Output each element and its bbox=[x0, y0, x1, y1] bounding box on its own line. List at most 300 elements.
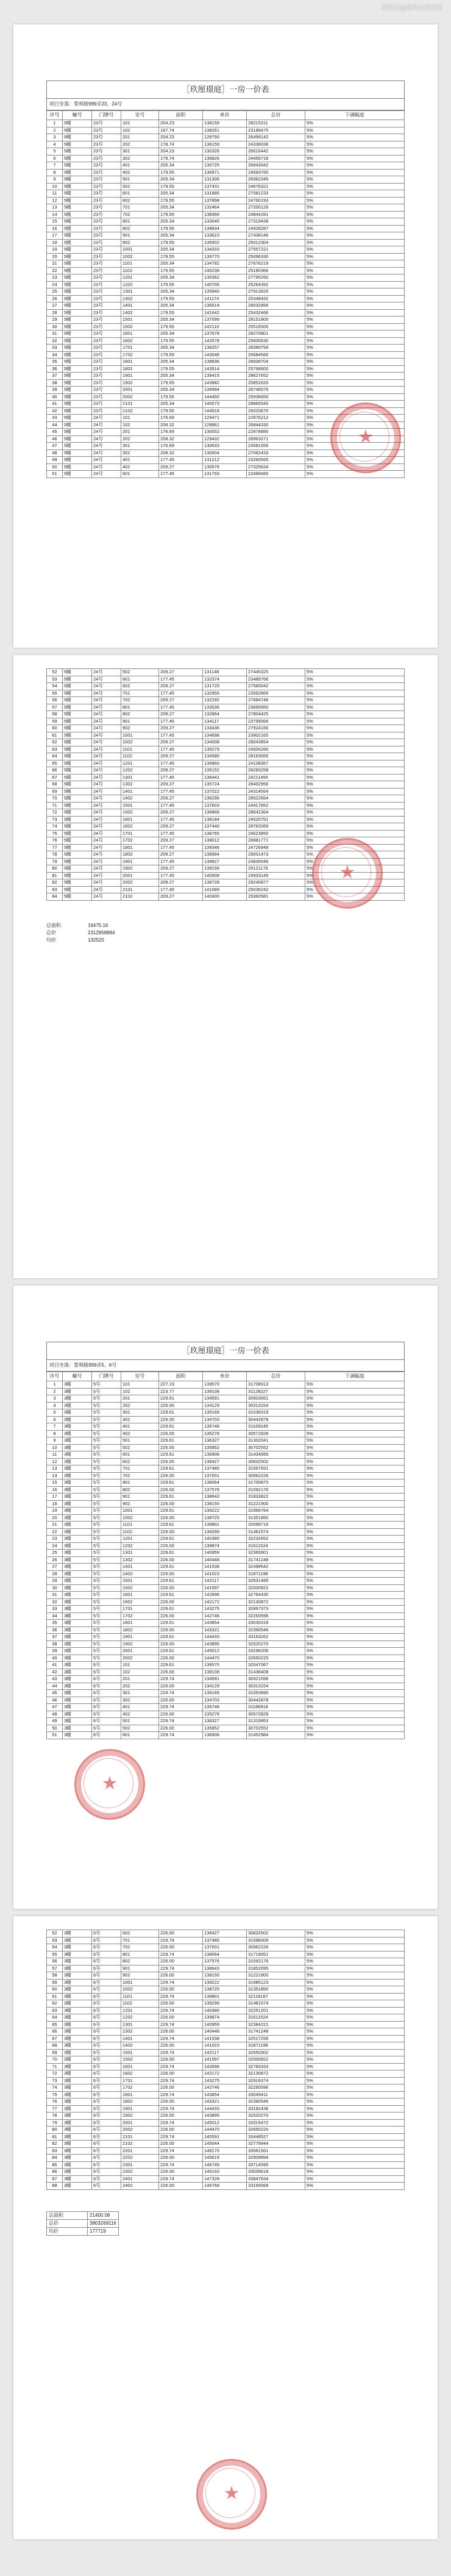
table-cell: 1501 bbox=[121, 317, 159, 324]
table-cell: 22876212 bbox=[247, 415, 305, 422]
table-cell: 5% bbox=[305, 2105, 405, 2113]
table-cell: 3幢 bbox=[63, 2014, 92, 2022]
table-cell: 131212 bbox=[203, 457, 247, 464]
table-cell: 142117 bbox=[203, 1578, 247, 1585]
table-cell: 177.45 bbox=[159, 457, 203, 464]
table-cell: 3幢 bbox=[63, 2070, 92, 2078]
table-cell: 178.74 bbox=[159, 155, 203, 162]
table-cell: 5% bbox=[305, 1690, 405, 1697]
table-cell: 5幢 bbox=[63, 711, 92, 718]
table-cell: 139302 bbox=[203, 239, 247, 246]
table-cell: 134591 bbox=[203, 1395, 247, 1403]
table-cell: 229.61 bbox=[159, 1634, 203, 1641]
table-cell: 5幢 bbox=[63, 788, 92, 795]
table-cell: 5% bbox=[305, 2155, 405, 2162]
table-cell: 5幢 bbox=[63, 872, 92, 879]
table-cell: 88 bbox=[47, 2183, 63, 2190]
table-cell: 5幢 bbox=[63, 323, 92, 331]
table-cell: 6号 bbox=[92, 1662, 121, 1669]
table-cell: 131306 bbox=[203, 176, 247, 184]
table-cell: 5幢 bbox=[63, 351, 92, 359]
table-cell: 32498542 bbox=[247, 1564, 305, 1571]
table-cell: 5 bbox=[47, 148, 63, 156]
table-cell: 132864 bbox=[203, 711, 247, 718]
table-cell: 229.61 bbox=[159, 1465, 203, 1473]
table-row bbox=[47, 704, 405, 711]
table-cell: 144450 bbox=[203, 393, 247, 401]
table-cell: 146193 bbox=[203, 2169, 247, 2176]
table-cell: 5% bbox=[305, 218, 405, 226]
table-cell: 5幢 bbox=[63, 449, 92, 457]
table-cell: 5幢 bbox=[63, 359, 92, 366]
table-cell: 24号 bbox=[92, 697, 121, 704]
table-cell: 32260596 bbox=[247, 2084, 305, 2092]
table-cell: 41 bbox=[47, 1662, 63, 1669]
table-cell: 142696 bbox=[203, 2063, 247, 2070]
table-cell: 601 bbox=[121, 1451, 159, 1459]
table-cell: 3幢 bbox=[63, 2021, 92, 2028]
table-cell: 131720 bbox=[203, 683, 247, 690]
table-cell: 226.00 bbox=[159, 1500, 203, 1508]
table-cell: 1102 bbox=[121, 2000, 159, 2008]
document-page bbox=[13, 24, 438, 648]
table-cell: 135852 bbox=[203, 1725, 247, 1732]
table-cell: 208.32 bbox=[159, 421, 203, 429]
table-cell: 24726948 bbox=[247, 844, 305, 851]
table-cell: 3幢 bbox=[63, 1972, 92, 1980]
table-cell: 5幢 bbox=[63, 155, 92, 162]
table-cell: 5幢 bbox=[63, 893, 92, 901]
table-cell: 39 bbox=[47, 387, 63, 394]
table-cell: 32520270 bbox=[247, 2113, 305, 2120]
table-cell: 1701 bbox=[121, 2077, 159, 2084]
column-header: 室号 bbox=[121, 1372, 159, 1381]
table-cell: 5幢 bbox=[63, 365, 92, 373]
table-cell: 30572828 bbox=[247, 1711, 305, 1718]
table-cell: 205.34 bbox=[159, 331, 203, 338]
table-cell: 226.00 bbox=[159, 1416, 203, 1423]
table-cell: 23号 bbox=[92, 176, 121, 184]
table-cell: 5% bbox=[305, 253, 405, 260]
table-cell: 139801 bbox=[203, 1522, 247, 1529]
project-location: 项目坐落：誓师路999弄23、24号 bbox=[46, 99, 405, 110]
table-cell: 209.27 bbox=[159, 669, 203, 676]
table-cell: 139156 bbox=[203, 865, 247, 873]
table-cell: 83 bbox=[47, 886, 63, 893]
table-cell: 135362 bbox=[203, 274, 247, 282]
table-row bbox=[47, 1669, 405, 1676]
table-cell: 5% bbox=[305, 1536, 405, 1543]
table-cell: 226.00 bbox=[159, 1626, 203, 1634]
table-row bbox=[47, 1944, 405, 1952]
table-cell: 3幢 bbox=[63, 1536, 92, 1543]
table-cell: 202 bbox=[121, 435, 159, 443]
table-cell: 5% bbox=[305, 2127, 405, 2134]
table-cell: 5幢 bbox=[63, 760, 92, 767]
table-cell: 31966764 bbox=[247, 1508, 305, 1515]
table-cell: 1702 bbox=[121, 351, 159, 359]
table-cell: 12 bbox=[47, 1458, 63, 1465]
table-cell: 32631485 bbox=[247, 1578, 305, 1585]
table-cell: 5% bbox=[305, 1626, 405, 1634]
table-cell: 5% bbox=[305, 1451, 405, 1459]
table-cell: 60 bbox=[47, 725, 63, 732]
table-cell: 5% bbox=[305, 190, 405, 198]
table-cell: 5% bbox=[305, 690, 405, 697]
table-cell: 1501 bbox=[121, 1578, 159, 1585]
table-cell: 16 bbox=[47, 225, 63, 232]
table-row bbox=[47, 760, 405, 767]
table-row bbox=[47, 302, 405, 310]
table-cell: 5幢 bbox=[63, 683, 92, 690]
table-cell: 226.00 bbox=[159, 2155, 203, 2162]
table-cell: 84 bbox=[47, 2155, 63, 2162]
table-cell: 5% bbox=[305, 830, 405, 837]
table-cell: 177.45 bbox=[159, 760, 203, 767]
table-cell: 25036242 bbox=[247, 886, 305, 893]
table-cell: 142172 bbox=[203, 1598, 247, 1606]
table-cell: 31 bbox=[47, 331, 63, 338]
table-cell: 5% bbox=[305, 1423, 405, 1431]
table-cell: 23号 bbox=[92, 260, 121, 268]
table-cell: 1701 bbox=[121, 345, 159, 352]
table-cell: 5% bbox=[305, 809, 405, 817]
table-cell: 27557221 bbox=[247, 246, 305, 254]
table-cell: 5幢 bbox=[63, 851, 92, 859]
table-cell: 25 bbox=[47, 288, 63, 296]
table-cell: 902 bbox=[121, 1972, 159, 1980]
table-cell: 229.74 bbox=[159, 1965, 203, 1972]
table-cell: 24844281 bbox=[247, 211, 305, 218]
table-cell: 5% bbox=[305, 148, 405, 156]
table-cell: 229.74 bbox=[159, 2035, 203, 2042]
table-cell: 71 bbox=[47, 802, 63, 809]
table-cell: 141023 bbox=[203, 1570, 247, 1578]
star-icon: ★ bbox=[101, 1773, 118, 1794]
table-cell: 31481574 bbox=[247, 1528, 305, 1536]
table-row bbox=[47, 176, 405, 184]
table-row bbox=[47, 1528, 405, 1536]
table-cell: 23号 bbox=[92, 359, 121, 366]
table-row bbox=[47, 1381, 405, 1389]
table-cell: 19 bbox=[47, 246, 63, 254]
table-row bbox=[47, 739, 405, 746]
table-cell: 135152 bbox=[203, 767, 247, 775]
table-cell: 24 bbox=[47, 281, 63, 288]
table-cell: 2102 bbox=[121, 2141, 159, 2148]
table-cell: 5% bbox=[305, 676, 405, 683]
table-row bbox=[47, 1640, 405, 1648]
table-cell: 209.27 bbox=[159, 725, 203, 732]
table-cell: 5% bbox=[305, 1465, 405, 1473]
table-cell: 23号 bbox=[92, 331, 121, 338]
table-cell: 5幢 bbox=[63, 837, 92, 845]
table-cell: 27319438 bbox=[247, 218, 305, 226]
table-cell: 33448527 bbox=[247, 2133, 305, 2141]
table-cell: 32000922 bbox=[247, 2056, 305, 2064]
table-cell: 5幢 bbox=[63, 725, 92, 732]
table-cell: 5% bbox=[305, 2091, 405, 2098]
table-cell: 5% bbox=[305, 704, 405, 711]
table-cell: 5% bbox=[305, 183, 405, 190]
table-cell: 134591 bbox=[203, 1676, 247, 1683]
table-cell: 601 bbox=[121, 676, 159, 683]
table-cell: 6号 bbox=[92, 1711, 121, 1718]
table-cell: 6号 bbox=[92, 2000, 121, 2008]
table-cell: 84 bbox=[47, 893, 63, 901]
table-cell: 179.55 bbox=[159, 365, 203, 373]
table-cell: 229.74 bbox=[159, 1704, 203, 1711]
table-cell: 143514 bbox=[203, 365, 247, 373]
table-cell: 7 bbox=[47, 162, 63, 170]
table-row bbox=[47, 1564, 405, 1571]
table-cell: 26963271 bbox=[247, 435, 305, 443]
table-cell: 209.27 bbox=[159, 823, 203, 831]
table-cell: 5幢 bbox=[63, 781, 92, 789]
table-cell: 3幢 bbox=[63, 1486, 92, 1494]
table-cell: 5% bbox=[305, 345, 405, 352]
table-cell: 31871198 bbox=[247, 2042, 305, 2050]
table-cell: 5% bbox=[305, 2049, 405, 2056]
table-cell: 301 bbox=[121, 148, 159, 156]
table-row bbox=[47, 246, 405, 254]
table-cell: 5号 bbox=[92, 1479, 121, 1487]
table-cell: 133536 bbox=[203, 704, 247, 711]
table-cell: 26 bbox=[47, 1556, 63, 1564]
table-cell: 30832502 bbox=[247, 1930, 305, 1937]
table-cell: 1902 bbox=[121, 1640, 159, 1648]
table-cell: 401 bbox=[121, 162, 159, 170]
table-cell: 132374 bbox=[203, 676, 247, 683]
table-cell: 32 bbox=[47, 337, 63, 345]
table-cell: 27676219 bbox=[247, 260, 305, 268]
table-cell: 32118167 bbox=[247, 1993, 305, 2000]
table-cell: 133045 bbox=[203, 218, 247, 226]
table-cell: 601 bbox=[121, 190, 159, 198]
table-cell: 2001 bbox=[121, 1648, 159, 1655]
summary-value: 21400.08 bbox=[88, 2211, 119, 2219]
table-cell: 3幢 bbox=[63, 1395, 92, 1403]
table-cell: 6号 bbox=[92, 1993, 121, 2000]
table-cell: 24623850 bbox=[247, 830, 305, 837]
table-cell: 5% bbox=[305, 2175, 405, 2183]
table-row bbox=[47, 1655, 405, 1662]
table-cell: 229.74 bbox=[159, 2133, 203, 2141]
table-cell: 6号 bbox=[92, 2105, 121, 2113]
table-row bbox=[47, 1402, 405, 1409]
table-cell: 5幢 bbox=[63, 886, 92, 893]
table-cell: 226.00 bbox=[159, 2056, 203, 2064]
table-cell: 5% bbox=[305, 331, 405, 338]
table-cell: 31586009 bbox=[247, 1937, 305, 1944]
table-cell: 32650302 bbox=[247, 2049, 305, 2056]
table-cell: 29360581 bbox=[247, 893, 305, 901]
table-cell: 5幢 bbox=[63, 739, 92, 746]
table-cell: 23号 bbox=[92, 211, 121, 218]
table-cell: 65 bbox=[47, 760, 63, 767]
table-cell: 501 bbox=[121, 176, 159, 184]
table-cell: 5号 bbox=[92, 1486, 121, 1494]
table-cell: 68 bbox=[47, 781, 63, 789]
table-cell: 24830046 bbox=[247, 858, 305, 865]
table-cell: 144470 bbox=[203, 2127, 247, 2134]
table-cell: 47 bbox=[47, 1704, 63, 1711]
table-cell: 201 bbox=[121, 1395, 159, 1403]
table-cell: 5幢 bbox=[63, 295, 92, 302]
table-cell: 229.61 bbox=[159, 1662, 203, 1669]
table-cell: 1501 bbox=[121, 2049, 159, 2056]
table-cell: 5幢 bbox=[63, 802, 92, 809]
table-cell: 6号 bbox=[92, 1937, 121, 1944]
table-cell: 702 bbox=[121, 697, 159, 704]
table-cell: 68 bbox=[47, 2042, 63, 2050]
table-cell: 5号 bbox=[92, 1508, 121, 1515]
table-cell: 138150 bbox=[203, 1972, 247, 1980]
table-cell: 1802 bbox=[121, 365, 159, 373]
table-cell: 5幢 bbox=[63, 457, 92, 464]
table-cell: 1002 bbox=[121, 253, 159, 260]
table-cell: 226.00 bbox=[159, 1542, 203, 1550]
table-cell: 5号 bbox=[92, 1550, 121, 1557]
table-cell: 5% bbox=[305, 697, 405, 704]
table-cell: 137440 bbox=[203, 823, 247, 831]
table-cell: 79 bbox=[47, 2119, 63, 2127]
table-cell: 5% bbox=[305, 1402, 405, 1409]
table-cell: 178.74 bbox=[159, 141, 203, 148]
table-cell: 24336036 bbox=[247, 141, 305, 148]
table-cell: 5号 bbox=[92, 1592, 121, 1599]
table-cell: 5% bbox=[305, 373, 405, 380]
table-cell: 209.27 bbox=[159, 879, 203, 887]
table-cell: 138184 bbox=[203, 816, 247, 823]
table-cell: 24号 bbox=[92, 753, 121, 760]
table-cell: 71 bbox=[47, 2063, 63, 2070]
table-cell: 23283565 bbox=[247, 457, 305, 464]
table-row bbox=[47, 1388, 405, 1395]
table-cell: 5幢 bbox=[63, 288, 92, 296]
table-row bbox=[47, 1550, 405, 1557]
table-cell: 138765 bbox=[203, 830, 247, 837]
table-cell: 136906 bbox=[203, 1732, 247, 1739]
table-cell: 3幢 bbox=[63, 1937, 92, 1944]
table-cell: 5% bbox=[305, 1437, 405, 1445]
table-cell: 1501 bbox=[121, 802, 159, 809]
table-cell: 31833822 bbox=[247, 1494, 305, 1501]
table-row bbox=[47, 393, 405, 401]
table-cell: 20 bbox=[47, 253, 63, 260]
table-cell: 129750 bbox=[203, 134, 247, 141]
table-cell: 147328 bbox=[203, 2175, 247, 2183]
table-cell: 6号 bbox=[92, 2028, 121, 2036]
table-cell: 54 bbox=[47, 683, 63, 690]
table-cell: 31871198 bbox=[247, 1570, 305, 1578]
table-cell: 24760193 bbox=[247, 197, 305, 204]
table-cell: 229.74 bbox=[159, 2007, 203, 2014]
table-cell: 23号 bbox=[92, 302, 121, 310]
table-cell: 140959 bbox=[203, 1550, 247, 1557]
document-page bbox=[13, 1286, 438, 1909]
table-cell: 24号 bbox=[92, 774, 121, 781]
table-cell: 142746 bbox=[203, 1612, 247, 1620]
table-row bbox=[47, 345, 405, 352]
column-header: 面积 bbox=[159, 1372, 203, 1381]
table-cell: 5% bbox=[305, 823, 405, 831]
table-cell: 32390546 bbox=[247, 1626, 305, 1634]
table-cell: 701 bbox=[121, 690, 159, 697]
table-cell: 58 bbox=[47, 711, 63, 718]
table-cell: 25516500 bbox=[247, 323, 305, 331]
table-cell: 2201 bbox=[121, 2147, 159, 2155]
table-cell: 141538 bbox=[203, 2035, 247, 2042]
table-cell: 2002 bbox=[121, 2127, 159, 2134]
table-cell: 1802 bbox=[121, 851, 159, 859]
table-cell: 1402 bbox=[121, 309, 159, 317]
table-cell: 138064 bbox=[203, 1951, 247, 1958]
table-cell: 23902165 bbox=[247, 732, 305, 739]
column-header: 下调幅度 bbox=[305, 1372, 405, 1381]
table-cell: 3幢 bbox=[63, 1423, 92, 1431]
table-row bbox=[47, 331, 405, 338]
table-cell: 26 bbox=[47, 295, 63, 302]
table-cell: 226.00 bbox=[159, 1930, 203, 1937]
table-cell: 702 bbox=[121, 1472, 159, 1479]
table-cell: 24号 bbox=[92, 872, 121, 879]
table-cell: 140706 bbox=[203, 281, 247, 288]
table-cell: 209.27 bbox=[159, 837, 203, 845]
table-cell: 5% bbox=[305, 1655, 405, 1662]
table-cell: 6号 bbox=[92, 2063, 121, 2070]
table-cell: 17 bbox=[47, 232, 63, 240]
table-cell: 5% bbox=[305, 669, 405, 676]
table-cell: 5幢 bbox=[63, 274, 92, 282]
table-cell: 138257 bbox=[203, 345, 247, 352]
table-cell: 1801 bbox=[121, 844, 159, 851]
table-cell: 3幢 bbox=[63, 1542, 92, 1550]
table-cell: 5% bbox=[305, 2141, 405, 2148]
table-cell: 1402 bbox=[121, 1570, 159, 1578]
summary-label: 总价 bbox=[46, 929, 56, 936]
table-row bbox=[47, 781, 405, 789]
table-cell: 142696 bbox=[203, 1592, 247, 1599]
table-cell: 5幢 bbox=[63, 809, 92, 817]
table-cell: 82 bbox=[47, 879, 63, 887]
table-cell: 138834 bbox=[203, 225, 247, 232]
table-cell: 1801 bbox=[121, 1620, 159, 1627]
table-cell: 136441 bbox=[203, 774, 247, 781]
table-cell: 1201 bbox=[121, 2007, 159, 2014]
table-cell: 136327 bbox=[203, 1718, 247, 1725]
table-cell: 23号 bbox=[92, 274, 121, 282]
table-cell: 3幢 bbox=[63, 2042, 92, 2050]
table-cell: 209.27 bbox=[159, 683, 203, 690]
table-cell: 3幢 bbox=[63, 2183, 92, 2190]
table-cell: 139222 bbox=[203, 1508, 247, 1515]
table-cell: 5% bbox=[305, 2070, 405, 2078]
table-cell: 26020670 bbox=[247, 407, 305, 415]
table-cell: 179.55 bbox=[159, 239, 203, 246]
table-cell: 32232652 bbox=[247, 1536, 305, 1543]
table-cell: 31351850 bbox=[247, 1514, 305, 1522]
table-cell: 66 bbox=[47, 767, 63, 775]
table-cell: 26843042 bbox=[247, 162, 305, 170]
table-cell: 23号 bbox=[92, 232, 121, 240]
column-header: 单价 bbox=[203, 1372, 247, 1381]
table-cell: 6号 bbox=[92, 2070, 121, 2078]
table-cell: 33296206 bbox=[247, 1648, 305, 1655]
table-cell: 1402 bbox=[121, 2042, 159, 2050]
table-cell: 27325634 bbox=[247, 463, 305, 471]
table-cell: 3幢 bbox=[63, 1697, 92, 1704]
